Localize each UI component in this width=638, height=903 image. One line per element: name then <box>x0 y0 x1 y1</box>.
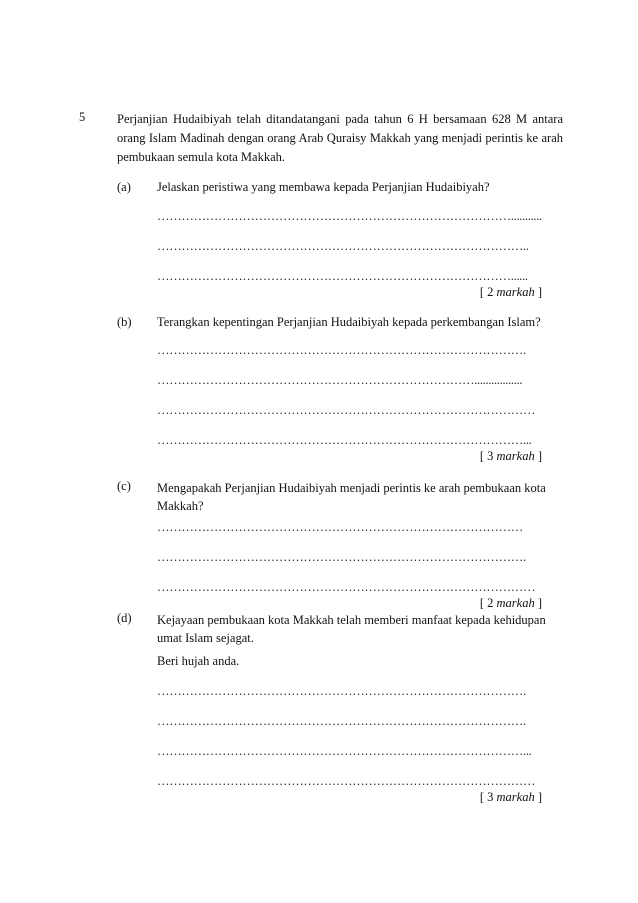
answer-line[interactable]: ………………………………………………………………………………. <box>157 550 526 564</box>
part-c-text: Mengapakah Perjanjian Hudaibiyah menjadi perintis ke arah pembukaan kota Makkah? <box>157 481 546 513</box>
answer-line[interactable]: ………………………………………………………………………………. <box>157 684 526 698</box>
answer-line[interactable]: ……………………………………………………………………………...... <box>157 269 528 283</box>
question-stem: Perjanjian Hudaibiyah telah ditandatangani pada tahun 6 H bersamaan 628 M antara orang Islam Madinah dengan orang Arab Quraisy Makkah yang menjadi perintis ke arah pembukaan semula kota Makkah. <box>117 112 563 164</box>
question-number: 5 <box>79 110 86 124</box>
answer-line[interactable]: ………………………………………………………………………………… <box>157 580 536 594</box>
marks-label: [ 3 markah ] <box>479 449 542 463</box>
marks-label: [ 2 markah ] <box>479 285 542 299</box>
part-b-label: (b) <box>117 315 132 329</box>
part-c-label: (c) <box>117 479 131 493</box>
answer-line[interactable]: ………………………………………………………………………………… <box>157 774 536 788</box>
part-d-label: (d) <box>117 611 132 625</box>
answer-line[interactable]: ………………………………………………………………………………... <box>157 433 532 447</box>
answer-line[interactable]: ……………………………………………………………………………........... <box>157 209 542 223</box>
marks-label: [ 3 markah ] <box>479 790 542 804</box>
answer-line[interactable]: ………………………………………………………………………………… <box>157 403 536 417</box>
part-a-text: Jelaskan peristiwa yang membawa kepada Perjanjian Hudaibiyah? <box>157 180 490 194</box>
part-b-text: Terangkan kepentingan Perjanjian Hudaibiyah kepada perkembangan Islam? <box>157 315 541 329</box>
answer-line[interactable]: ……………………………………………………………………................. <box>157 373 523 387</box>
answer-line[interactable]: ………………………………………………………………………………. <box>157 343 526 357</box>
part-a-label: (a) <box>117 180 131 194</box>
part-d-prompt: Beri hujah anda. <box>157 654 240 668</box>
answer-line[interactable]: ………………………………………………………………………………... <box>157 744 532 758</box>
answer-line[interactable]: ……………………………………………………………………………… <box>157 520 524 534</box>
marks-label: [ 2 markah ] <box>479 596 542 610</box>
answer-line[interactable]: ………………………………………………………………………………. <box>157 714 526 728</box>
answer-line[interactable]: ……………………………………………………………………………….. <box>157 239 529 253</box>
part-d-text: Kejayaan pembukaan kota Makkah telah memberi manfaat kepada kehidupan umat Islam sejagat. <box>157 613 546 645</box>
